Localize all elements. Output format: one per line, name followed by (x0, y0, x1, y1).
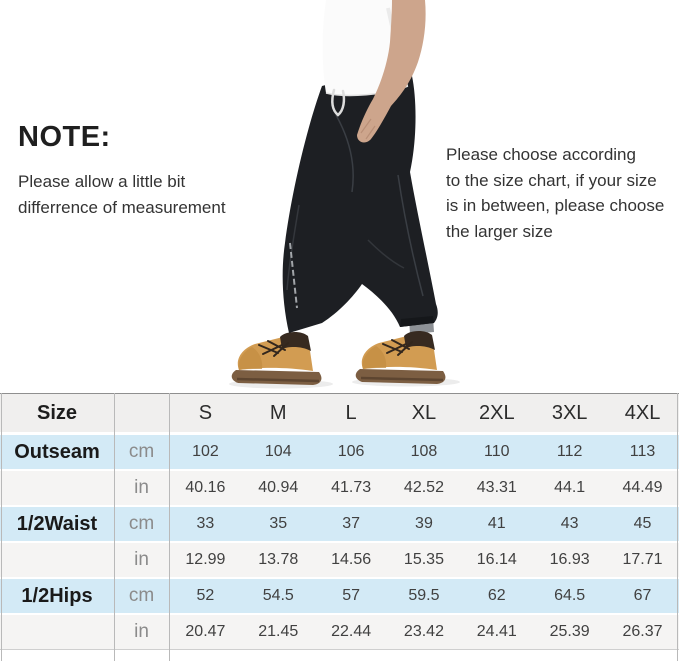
unit-cell: cm (114, 506, 169, 542)
table-row-outseam-cm (0, 434, 679, 471)
value-cell: 14.56 (315, 542, 388, 578)
size-column-header: S (169, 394, 242, 434)
value-cell: 41 (460, 506, 533, 542)
value-cell: 17.71 (606, 542, 679, 578)
note-left-line1: Please allow a little bit (18, 172, 186, 191)
value-cell: 67 (606, 578, 679, 614)
note-title: NOTE: (18, 121, 111, 153)
unit-cell: in (114, 542, 169, 578)
value-cell: 110 (460, 434, 533, 471)
unit-cell: cm (114, 434, 169, 471)
value-cell: 106 (315, 434, 388, 471)
size-header-label: Size (0, 394, 114, 434)
value-cell: 35 (242, 506, 315, 542)
value-cell: 20.47 (169, 614, 242, 650)
size-column-header: L (315, 394, 388, 434)
value-cell: 21.45 (242, 614, 315, 650)
unit-cell: in (114, 614, 169, 650)
note-left-line2: differrence of measurement (18, 198, 226, 217)
unit-header-cell (114, 394, 169, 434)
value-cell: 23.42 (388, 614, 461, 650)
size-column-header: 3XL (533, 394, 606, 434)
value-cell: 112 (533, 434, 606, 471)
value-cell: 43.31 (460, 470, 533, 506)
value-cell: 104 (242, 434, 315, 471)
row-label-cell (0, 542, 114, 578)
value-cell: 15.35 (388, 542, 461, 578)
value-cell: 45 (606, 506, 679, 542)
row-label-cell: Outseam (0, 434, 114, 471)
table-label-column-divider (114, 393, 115, 661)
front-boot (232, 332, 322, 385)
table-right-border (677, 393, 678, 661)
table-row-hips-in (0, 614, 679, 650)
value-cell: 39 (388, 506, 461, 542)
size-table (0, 393, 679, 650)
value-cell: 22.44 (315, 614, 388, 650)
row-label-cell (0, 614, 114, 650)
table-row-outseam-in (0, 470, 679, 506)
row-label-cell (0, 470, 114, 506)
value-cell: 16.14 (460, 542, 533, 578)
value-cell: 25.39 (533, 614, 606, 650)
value-cell: 26.37 (606, 614, 679, 650)
note-right-line3: is in between, please choose (446, 196, 665, 215)
value-cell: 64.5 (533, 578, 606, 614)
value-cell: 62 (460, 578, 533, 614)
value-cell: 113 (606, 434, 679, 471)
table-row-waist-cm (0, 506, 679, 542)
value-cell: 40.94 (242, 470, 315, 506)
value-cell: 33 (169, 506, 242, 542)
back-boot (356, 331, 446, 384)
value-cell: 43 (533, 506, 606, 542)
row-label-cell: 1/2Waist (0, 506, 114, 542)
value-cell: 41.73 (315, 470, 388, 506)
size-column-header: XL (388, 394, 461, 434)
note-right-text (446, 142, 676, 244)
row-label-cell: 1/2Hips (0, 578, 114, 614)
unit-cell: cm (114, 578, 169, 614)
value-cell: 12.99 (169, 542, 242, 578)
value-cell: 59.5 (388, 578, 461, 614)
size-column-header: M (242, 394, 315, 434)
value-cell: 44.49 (606, 470, 679, 506)
value-cell: 57 (315, 578, 388, 614)
value-cell: 52 (169, 578, 242, 614)
value-cell: 42.52 (388, 470, 461, 506)
table-row-hips-cm (0, 578, 679, 614)
model-photo (215, 0, 485, 395)
value-cell: 102 (169, 434, 242, 471)
value-cell: 16.93 (533, 542, 606, 578)
size-column-header: 2XL (460, 394, 533, 434)
note-right-line1: Please choose according (446, 145, 636, 164)
unit-cell: in (114, 470, 169, 506)
value-cell: 40.16 (169, 470, 242, 506)
size-table-section (0, 393, 679, 661)
size-column-header: 4XL (606, 394, 679, 434)
value-cell: 108 (388, 434, 461, 471)
table-unit-column-divider (169, 393, 170, 661)
note-right-line4: the larger size (446, 221, 553, 241)
table-left-border (1, 393, 2, 661)
value-cell: 44.1 (533, 470, 606, 506)
size-table-header-row (0, 394, 679, 434)
black-jogger-pants (283, 75, 438, 333)
value-cell: 37 (315, 506, 388, 542)
value-cell: 13.78 (242, 542, 315, 578)
note-left-text (18, 169, 226, 221)
note-right-line2: to the size chart, if your size (446, 170, 657, 190)
table-row-waist-in (0, 542, 679, 578)
value-cell: 54.5 (242, 578, 315, 614)
value-cell: 24.41 (460, 614, 533, 650)
